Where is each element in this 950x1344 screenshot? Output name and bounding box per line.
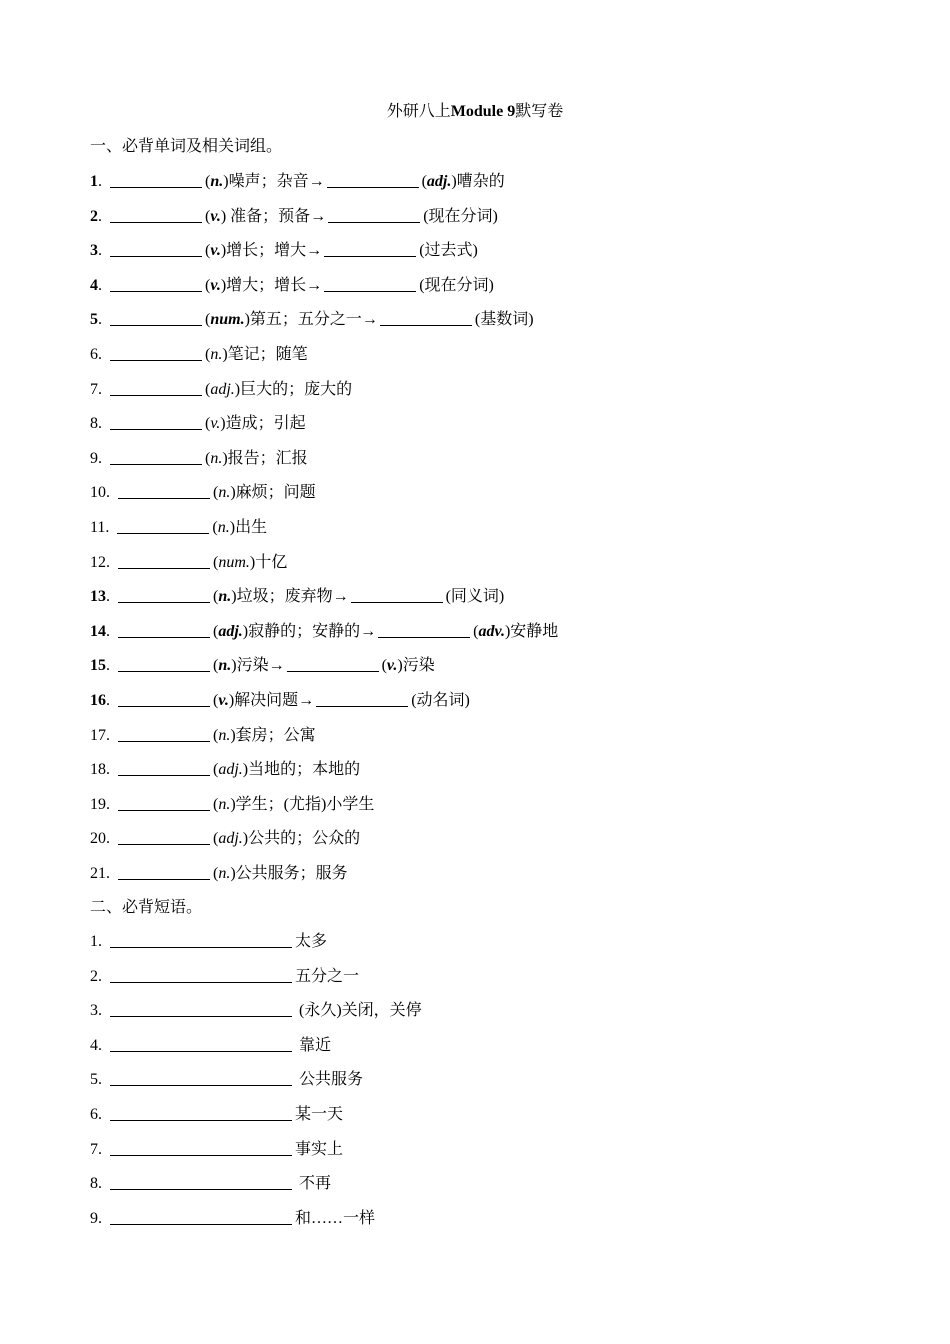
- item-number: 2: [90, 207, 98, 225]
- answer-blank[interactable]: [118, 655, 210, 672]
- answer-blank[interactable]: [287, 655, 379, 672]
- phrase-meaning: (永久)关闭，关停: [295, 1002, 422, 1020]
- answer-blank[interactable]: [110, 1139, 292, 1156]
- derived-form-hint: (现在分词): [423, 207, 498, 225]
- part-of-speech: adj.: [218, 761, 243, 779]
- paren-open: (: [213, 622, 219, 640]
- definition: )当地的；本地的: [242, 761, 361, 779]
- item-separator: .: [98, 380, 102, 398]
- derived-definition: )安静地: [504, 622, 559, 640]
- item-number: 3: [90, 242, 98, 260]
- paren-open: (: [213, 761, 219, 779]
- part-of-speech: n.: [218, 726, 231, 744]
- item-number: 17: [90, 726, 106, 744]
- item-number: 5: [90, 311, 98, 329]
- answer-blank[interactable]: [110, 1104, 292, 1121]
- item-separator: .: [98, 346, 102, 363]
- part-of-speech: n.: [217, 519, 230, 536]
- paren-open: (: [213, 588, 219, 606]
- item-separator: .: [98, 933, 102, 950]
- derived-form-hint: (: [473, 622, 479, 640]
- item-separator: .: [98, 242, 102, 260]
- paren-open: (: [205, 242, 211, 260]
- phrase-meaning: 某一天: [295, 1106, 344, 1123]
- part-of-speech: num.: [210, 311, 245, 329]
- item-number: 9: [90, 449, 98, 467]
- word-item: [90, 827, 360, 851]
- item-number: 10: [90, 484, 106, 502]
- answer-blank[interactable]: [118, 828, 210, 845]
- answer-blank[interactable]: [316, 690, 408, 707]
- definition: )报告；汇报: [222, 449, 308, 467]
- answer-blank[interactable]: [118, 552, 210, 569]
- answer-blank[interactable]: [118, 586, 210, 603]
- item-separator: .: [98, 276, 102, 294]
- answer-blank[interactable]: [110, 1069, 292, 1086]
- definition: )十亿: [249, 553, 288, 571]
- item-separator: .: [106, 795, 110, 813]
- word-item: [90, 585, 504, 609]
- item-separator: .: [106, 553, 110, 571]
- answer-blank[interactable]: [110, 931, 292, 948]
- definition: )垃圾；废弃物→: [231, 588, 349, 606]
- answer-blank[interactable]: [118, 863, 210, 880]
- part-of-speech: adj.: [218, 622, 243, 640]
- paren-open: (: [213, 795, 219, 813]
- derived-form-hint: (同义词): [445, 588, 505, 606]
- answer-blank[interactable]: [328, 206, 420, 223]
- part-of-speech: v.: [210, 415, 221, 433]
- phrase-item: [90, 1172, 331, 1196]
- paren-open: (: [213, 657, 219, 675]
- item-number: 4: [90, 276, 98, 294]
- section-heading-words: 一、必背单词及相关词组。: [90, 138, 283, 155]
- derived-definition: )污染: [397, 657, 435, 675]
- item-separator: .: [98, 1071, 102, 1089]
- answer-blank[interactable]: [118, 725, 210, 742]
- item-separator: .: [106, 865, 110, 882]
- derived-form-hint: (过去式): [419, 242, 478, 260]
- word-item: [90, 412, 306, 436]
- word-item: [90, 239, 478, 263]
- word-item: [90, 343, 308, 367]
- item-separator: .: [106, 761, 110, 779]
- answer-blank[interactable]: [118, 482, 210, 499]
- item-number: 13: [90, 588, 106, 606]
- phrase-meaning: 事实上: [295, 1140, 344, 1158]
- item-separator: .: [98, 1002, 102, 1020]
- item-separator: .: [98, 1209, 102, 1227]
- phrase-item: [90, 999, 422, 1023]
- item-number: 21: [90, 865, 106, 882]
- answer-blank[interactable]: [110, 413, 202, 430]
- part-of-speech: n.: [218, 484, 231, 502]
- answer-blank[interactable]: [110, 1035, 292, 1052]
- definition: )第五；五分之一→: [244, 311, 378, 329]
- paren-open: (: [213, 865, 219, 882]
- item-number: 8: [90, 1175, 98, 1193]
- answer-blank[interactable]: [117, 517, 209, 534]
- derived-form-hint: (: [381, 657, 387, 675]
- word-item: [90, 308, 534, 332]
- item-separator: .: [98, 1140, 102, 1158]
- phrase-meaning: 太多: [295, 933, 328, 950]
- answer-blank[interactable]: [110, 379, 202, 396]
- answer-blank[interactable]: [110, 1173, 292, 1190]
- word-item: [90, 758, 360, 782]
- part-of-speech: adj.: [426, 173, 452, 190]
- part-of-speech: v.: [210, 276, 221, 294]
- item-separator: .: [106, 657, 110, 675]
- definition: )学生；(尤指)小学生: [230, 795, 375, 813]
- answer-blank[interactable]: [110, 309, 202, 326]
- item-separator: .: [98, 1175, 102, 1193]
- item-number: 14: [90, 622, 106, 640]
- answer-blank[interactable]: [324, 275, 416, 292]
- item-number: 6: [90, 1106, 98, 1123]
- item-number: 19: [90, 795, 106, 813]
- paren-open: (: [205, 173, 211, 190]
- word-item: [90, 654, 435, 678]
- definition: )公共的；公众的: [242, 830, 361, 848]
- part-of-speech: n.: [218, 795, 231, 813]
- title-prefix: 外研八上: [386, 103, 451, 120]
- part-of-speech: n.: [210, 449, 223, 467]
- definition: ) 准备；预备→: [220, 207, 327, 225]
- answer-blank[interactable]: [110, 448, 202, 465]
- paren-open: (: [212, 519, 218, 536]
- item-separator: .: [106, 484, 110, 502]
- item-number: 15: [90, 657, 106, 675]
- definition: )增长；增大→: [220, 242, 323, 260]
- item-number: 1: [90, 933, 98, 950]
- answer-blank[interactable]: [110, 240, 202, 257]
- item-number: 20: [90, 830, 106, 848]
- definition: )污染→: [231, 657, 285, 675]
- answer-blank[interactable]: [110, 1000, 292, 1017]
- word-item: [90, 170, 505, 194]
- item-number: 4: [90, 1036, 98, 1054]
- paren-open: (: [213, 692, 219, 709]
- item-number: 9: [90, 1209, 98, 1227]
- part-of-speech: adj.: [210, 380, 235, 398]
- phrase-item: [90, 1068, 363, 1092]
- answer-blank[interactable]: [378, 621, 470, 638]
- item-number: 8: [90, 415, 98, 433]
- item-number: 1: [90, 173, 98, 190]
- definition: )噪声；杂音→: [223, 173, 325, 190]
- part-of-speech: n.: [218, 588, 232, 606]
- answer-blank[interactable]: [110, 966, 292, 983]
- paren-open: (: [205, 415, 211, 433]
- definition: )笔记；随笔: [222, 346, 308, 363]
- answer-blank[interactable]: [118, 759, 210, 776]
- part-of-speech: n.: [218, 865, 231, 882]
- part-of-speech: n.: [210, 173, 224, 190]
- answer-blank[interactable]: [324, 240, 416, 257]
- word-item: [90, 516, 267, 540]
- derived-form-hint: (动名词): [411, 692, 470, 709]
- part-of-speech: n.: [218, 657, 232, 675]
- answer-blank[interactable]: [380, 309, 472, 326]
- paren-open: (: [205, 207, 211, 225]
- paren-open: (: [213, 830, 219, 848]
- phrase-meaning: 不再: [295, 1175, 332, 1193]
- definition: )公共服务；服务: [230, 865, 348, 882]
- answer-blank[interactable]: [110, 1208, 292, 1225]
- title-suffix: 默写卷: [515, 103, 564, 120]
- derived-form-hint: (基数词): [474, 311, 534, 329]
- item-separator: .: [98, 207, 102, 225]
- phrase-meaning: 靠近: [295, 1036, 332, 1054]
- derived-form-hint: (现在分词): [419, 276, 494, 294]
- definition: )造成；引起: [220, 415, 306, 433]
- derived-definition: )嘈杂的: [451, 173, 505, 190]
- item-number: 2: [90, 967, 98, 985]
- phrase-meaning: 和……一样: [295, 1209, 376, 1227]
- item-separator: .: [106, 622, 110, 640]
- part-of-speech: v.: [218, 692, 229, 709]
- answer-blank[interactable]: [110, 206, 202, 223]
- answer-blank[interactable]: [118, 794, 210, 811]
- item-number: 16: [90, 692, 106, 709]
- phrase-item: [90, 1103, 343, 1127]
- paren-open: (: [205, 449, 211, 467]
- phrase-item: [90, 965, 359, 989]
- definition: )巨大的；庞大的: [234, 380, 353, 398]
- word-item: [90, 205, 498, 229]
- answer-blank[interactable]: [118, 690, 210, 707]
- part-of-speech: adj.: [218, 830, 243, 848]
- paren-open: (: [213, 553, 219, 571]
- word-item: [90, 274, 494, 298]
- item-separator: .: [106, 830, 110, 848]
- paren-open: (: [205, 380, 211, 398]
- word-item: [90, 447, 308, 471]
- item-number: 18: [90, 761, 106, 779]
- word-item: [90, 551, 287, 575]
- item-number: 12: [90, 553, 106, 571]
- item-separator: .: [98, 311, 102, 329]
- word-item: [90, 481, 316, 505]
- paren-open: (: [205, 346, 211, 363]
- item-separator: .: [105, 519, 110, 536]
- paren-open: (: [205, 276, 211, 294]
- phrase-item: [90, 1207, 375, 1231]
- answer-blank[interactable]: [118, 621, 210, 638]
- item-separator: .: [106, 588, 110, 606]
- derived-form-hint: (: [421, 173, 427, 190]
- definition: )解决问题→: [228, 692, 315, 709]
- phrase-item: [90, 930, 327, 954]
- page-title: [0, 100, 950, 124]
- word-item: [90, 793, 374, 817]
- part-of-speech: v.: [210, 207, 221, 225]
- part-of-speech: v.: [210, 242, 221, 260]
- item-separator: .: [98, 1106, 102, 1123]
- part-of-speech: num.: [218, 553, 250, 571]
- word-item: [90, 724, 316, 748]
- phrase-meaning: 五分之一: [295, 967, 360, 985]
- phrase-item: [90, 1138, 343, 1162]
- item-separator: .: [98, 449, 102, 467]
- item-number: 3: [90, 1002, 98, 1020]
- definition: )出生: [229, 519, 268, 536]
- item-number: 7: [90, 1140, 98, 1158]
- item-separator: .: [98, 967, 102, 985]
- word-item: [90, 862, 348, 886]
- answer-blank[interactable]: [110, 275, 202, 292]
- answer-blank[interactable]: [110, 344, 202, 361]
- part-of-speech: v.: [386, 657, 398, 675]
- section-heading-phrases: 二、必背短语。: [90, 899, 203, 916]
- item-number: 11: [90, 519, 106, 536]
- definition: )麻烦；问题: [230, 484, 316, 502]
- definition: )寂静的；安静的→: [242, 622, 377, 640]
- item-number: 6: [90, 346, 98, 363]
- answer-blank[interactable]: [110, 171, 202, 188]
- item-number: 5: [90, 1071, 98, 1089]
- paren-open: (: [213, 484, 219, 502]
- item-number: 7: [90, 380, 98, 398]
- paren-open: (: [213, 726, 219, 744]
- answer-blank[interactable]: [351, 586, 443, 603]
- definition: )套房；公寓: [230, 726, 316, 744]
- paren-open: (: [205, 311, 211, 329]
- item-separator: .: [106, 726, 110, 744]
- definition: )增大；增长→: [220, 276, 323, 294]
- phrase-meaning: 公共服务: [295, 1071, 364, 1089]
- word-item: [90, 620, 558, 644]
- item-separator: .: [98, 415, 102, 433]
- word-item: [90, 378, 352, 402]
- part-of-speech: adv.: [478, 622, 505, 640]
- word-item: [90, 689, 470, 713]
- item-separator: .: [98, 1036, 102, 1054]
- title-module: Module 9: [450, 103, 516, 120]
- item-separator: .: [106, 692, 110, 709]
- answer-blank[interactable]: [327, 171, 419, 188]
- part-of-speech: n.: [210, 346, 223, 363]
- item-separator: .: [98, 173, 102, 190]
- phrase-item: [90, 1034, 331, 1058]
